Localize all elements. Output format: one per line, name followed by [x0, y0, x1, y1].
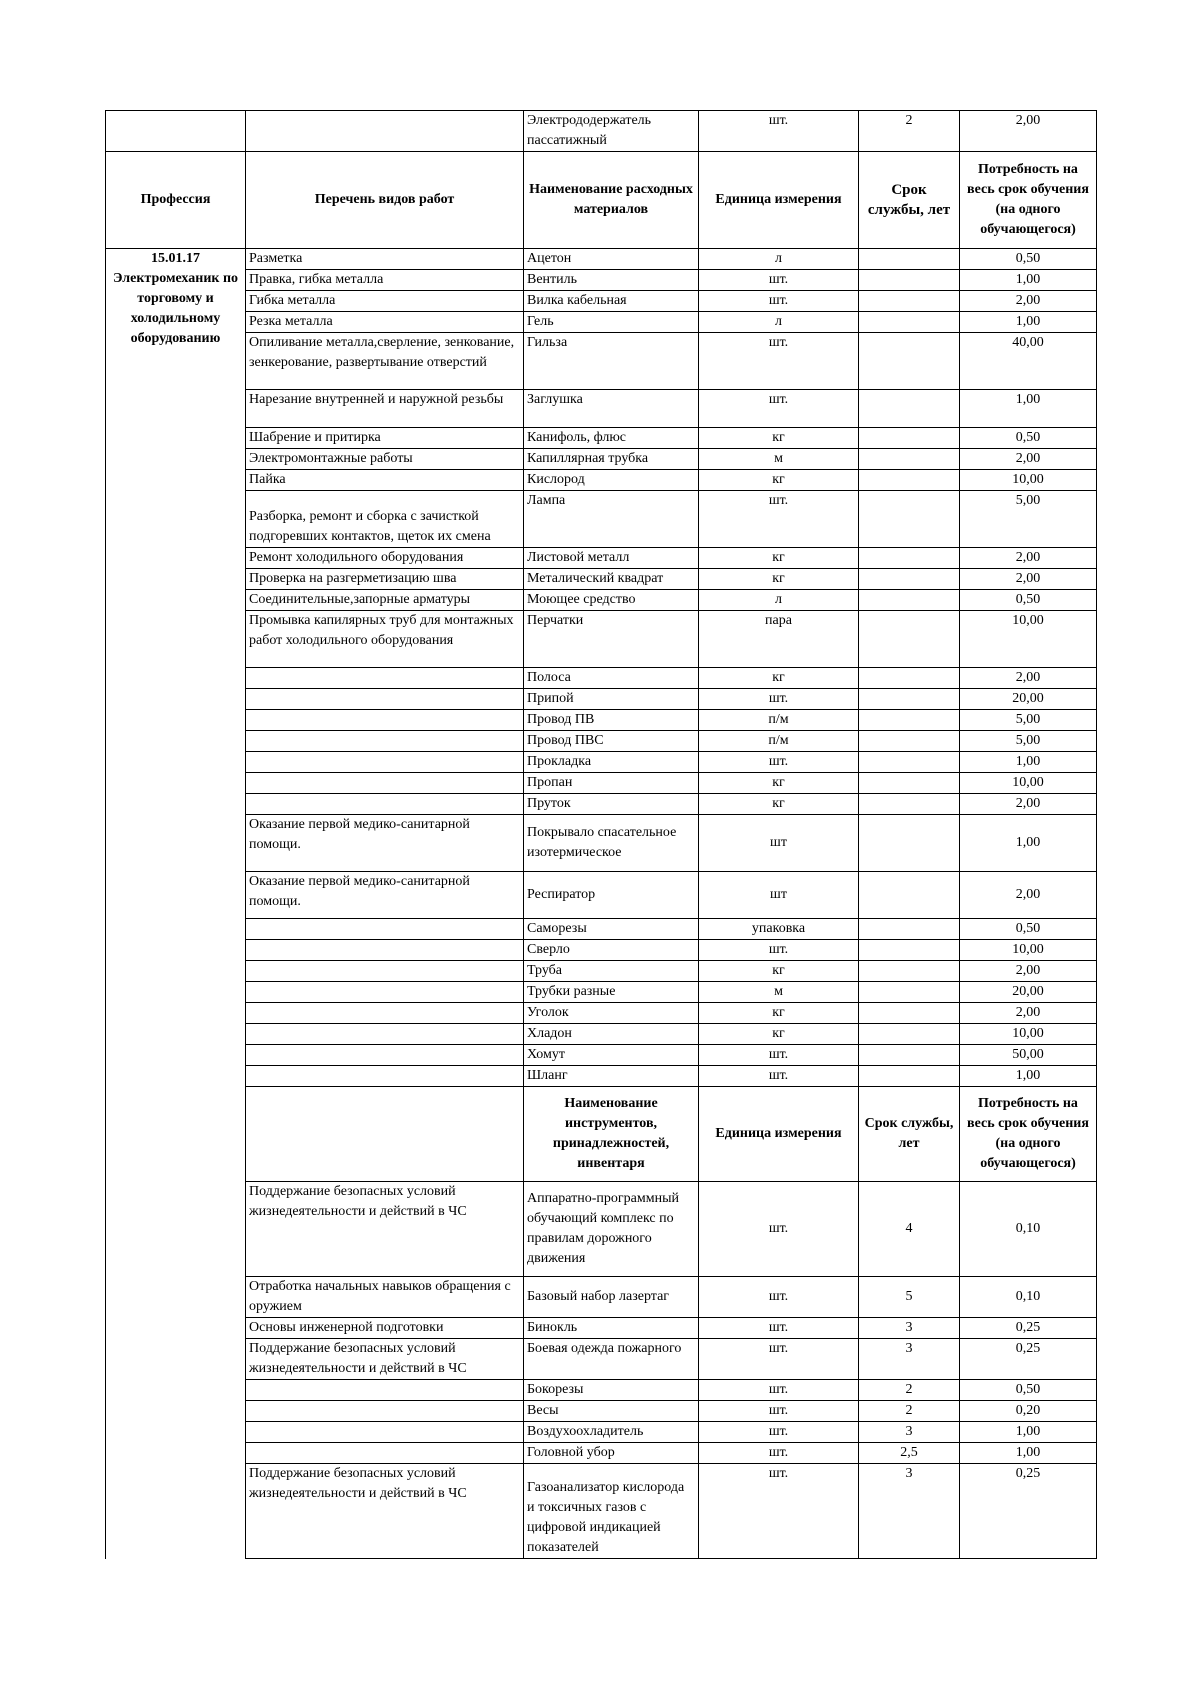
tool-need: 1,00 — [960, 1422, 1097, 1443]
material-need: 5,00 — [960, 710, 1097, 731]
tool-term: 3 — [859, 1318, 960, 1339]
tool-row — [106, 1443, 1097, 1464]
tool-need: 0,10 — [960, 1277, 1097, 1318]
tool-unit: шт. — [699, 1401, 859, 1422]
work-type — [246, 919, 524, 940]
tool-name: Весы — [524, 1401, 699, 1422]
material-need: 0,50 — [960, 249, 1097, 270]
material-need: 0,50 — [960, 919, 1097, 940]
material-row — [106, 872, 1097, 919]
header-works: Перечень видов работ — [246, 152, 524, 249]
work-type — [246, 1380, 524, 1401]
work-type — [246, 752, 524, 773]
material-row — [106, 773, 1097, 794]
material-term — [859, 390, 960, 428]
material-unit: шт. — [699, 1045, 859, 1066]
material-unit: м — [699, 982, 859, 1003]
material-row — [106, 491, 1097, 548]
material-name: Провод ПВ — [524, 710, 699, 731]
material-need: 20,00 — [960, 689, 1097, 710]
material-need: 50,00 — [960, 1045, 1097, 1066]
material-need: 10,00 — [960, 940, 1097, 961]
header-tool-name: Наименование инструментов, принадлежностей, инвентаря — [524, 1087, 699, 1182]
header-unit: Единица измерения — [699, 1087, 859, 1182]
material-row — [106, 390, 1097, 428]
tool-term: 3 — [859, 1464, 960, 1559]
profession-cell-empty — [106, 111, 246, 152]
material-name: Пропан — [524, 773, 699, 794]
material-name: Гильза — [524, 333, 699, 390]
tool-row — [106, 1182, 1097, 1277]
material-name: Ацетон — [524, 249, 699, 270]
material-term — [859, 249, 960, 270]
tool-name: Бинокль — [524, 1318, 699, 1339]
work-type: Отработка начальных навыков обращения с оружием — [246, 1277, 524, 1318]
material-unit: шт — [699, 872, 859, 919]
tool-need: 0,25 — [960, 1339, 1097, 1380]
profession-cell — [106, 249, 246, 1087]
material-row — [106, 548, 1097, 569]
material-term — [859, 940, 960, 961]
material-unit: шт. — [699, 752, 859, 773]
material-row — [106, 668, 1097, 689]
work-type — [246, 773, 524, 794]
material-name: Перчатки — [524, 611, 699, 668]
material-need: 1,00 — [960, 752, 1097, 773]
work-type: Оказание первой медико-санитарной помощи. — [246, 872, 524, 919]
work-type: Промывка капилярных труб для монтажных работ холодильного оборудования — [246, 611, 524, 668]
material-name: Трубки разные — [524, 982, 699, 1003]
material-need: 2,00 — [960, 569, 1097, 590]
work-type: Правка, гибка металла — [246, 270, 524, 291]
tool-row — [106, 1277, 1097, 1318]
material-term — [859, 1003, 960, 1024]
material-row — [106, 940, 1097, 961]
work-type — [246, 940, 524, 961]
material-name: Заглушка — [524, 390, 699, 428]
material-unit: л — [699, 249, 859, 270]
material-unit: кг — [699, 794, 859, 815]
material-term — [859, 731, 960, 752]
material-need: 2,00 — [960, 548, 1097, 569]
material-unit: кг — [699, 961, 859, 982]
material-need: 40,00 — [960, 333, 1097, 390]
material-unit: шт. — [699, 291, 859, 312]
material-row — [106, 449, 1097, 470]
material-unit: шт. — [699, 111, 859, 152]
material-term — [859, 982, 960, 1003]
material-need: 2,00 — [960, 668, 1097, 689]
material-need: 2,00 — [960, 111, 1097, 152]
material-need: 1,00 — [960, 390, 1097, 428]
header-row-tools — [106, 1087, 1097, 1182]
tool-row — [106, 1339, 1097, 1380]
material-name: Металический квадрат — [524, 569, 699, 590]
material-row — [106, 470, 1097, 491]
work-type: Проверка на разгерметизацию шва — [246, 569, 524, 590]
material-row — [106, 1003, 1097, 1024]
material-unit: шт. — [699, 689, 859, 710]
work-type — [246, 1066, 524, 1087]
material-need: 2,00 — [960, 291, 1097, 312]
material-name: Листовой металл — [524, 548, 699, 569]
material-name: Сверло — [524, 940, 699, 961]
material-row — [106, 270, 1097, 291]
tool-need: 0,50 — [960, 1380, 1097, 1401]
material-term — [859, 1066, 960, 1087]
material-row — [106, 752, 1097, 773]
header-term: Срок службы, лет — [859, 152, 960, 249]
material-need: 10,00 — [960, 470, 1097, 491]
material-unit: кг — [699, 470, 859, 491]
tool-row — [106, 1318, 1097, 1339]
tool-unit: шт. — [699, 1339, 859, 1380]
header-term: Срок службы, лет — [859, 1087, 960, 1182]
material-name: Прокладка — [524, 752, 699, 773]
material-row — [106, 333, 1097, 390]
material-row — [106, 1045, 1097, 1066]
work-type — [246, 1422, 524, 1443]
material-name: Уголок — [524, 1003, 699, 1024]
tool-term: 2,5 — [859, 1443, 960, 1464]
material-row — [106, 919, 1097, 940]
material-row — [106, 794, 1097, 815]
material-term — [859, 1045, 960, 1066]
material-unit: п/м — [699, 710, 859, 731]
work-type — [246, 1443, 524, 1464]
work-type — [246, 1024, 524, 1045]
material-unit: кг — [699, 773, 859, 794]
material-row — [106, 590, 1097, 611]
material-term — [859, 548, 960, 569]
work-type — [246, 1003, 524, 1024]
work-type: Поддержание безопасных условий жизнедеятельности и действий в ЧС — [246, 1464, 524, 1559]
material-row — [106, 815, 1097, 872]
material-name: Гель — [524, 312, 699, 333]
material-name: Шланг — [524, 1066, 699, 1087]
document-page — [105, 110, 1096, 1559]
material-unit: п/м — [699, 731, 859, 752]
tool-unit: шт. — [699, 1277, 859, 1318]
material-term — [859, 752, 960, 773]
material-name: Моющее средство — [524, 590, 699, 611]
work-type: Гибка металла — [246, 291, 524, 312]
material-need: 2,00 — [960, 449, 1097, 470]
header-need: Потребность на весь срок обучения (на одного обучающегося) — [960, 152, 1097, 249]
material-name: Электрододержатель пассатижный — [524, 111, 699, 152]
material-term — [859, 333, 960, 390]
material-unit: шт — [699, 815, 859, 872]
material-need: 0,50 — [960, 590, 1097, 611]
material-term — [859, 794, 960, 815]
material-need: 1,00 — [960, 270, 1097, 291]
material-name: Припой — [524, 689, 699, 710]
material-unit: кг — [699, 569, 859, 590]
tool-unit: шт. — [699, 1443, 859, 1464]
material-need: 1,00 — [960, 1066, 1097, 1087]
work-type: Поддержание безопасных условий жизнедеятельности и действий в ЧС — [246, 1182, 524, 1277]
tool-name: Боевая одежда пожарного — [524, 1339, 699, 1380]
material-term — [859, 491, 960, 548]
material-term — [859, 611, 960, 668]
material-row — [106, 428, 1097, 449]
tool-name: Воздухоохладитель — [524, 1422, 699, 1443]
material-row — [106, 731, 1097, 752]
work-type — [246, 1401, 524, 1422]
material-term — [859, 312, 960, 333]
material-name: Кислород — [524, 470, 699, 491]
material-need: 5,00 — [960, 491, 1097, 548]
material-name: Труба — [524, 961, 699, 982]
work-type: Опиливание металла,сверление, зенкование, зенкерование, развертывание отверстий — [246, 333, 524, 390]
tool-need: 0,25 — [960, 1318, 1097, 1339]
header-unit: Единица измерения — [699, 152, 859, 249]
material-term — [859, 270, 960, 291]
tool-term: 5 — [859, 1277, 960, 1318]
material-unit: м — [699, 449, 859, 470]
material-term — [859, 428, 960, 449]
tool-name: Головной убор — [524, 1443, 699, 1464]
material-need: 1,00 — [960, 815, 1097, 872]
tool-name: Газоанализатор кислорода и токсичных газов с цифровой индикацией показателей — [524, 1464, 699, 1559]
material-row — [106, 1024, 1097, 1045]
material-unit: упаковка — [699, 919, 859, 940]
material-term — [859, 569, 960, 590]
material-name: Лампа — [524, 491, 699, 548]
profession-cell-empty — [106, 1087, 246, 1559]
header-need: Потребность на весь срок обучения (на одного обучающегося) — [960, 1087, 1097, 1182]
work-type: Основы инженерной подготовки — [246, 1318, 524, 1339]
material-unit: кг — [699, 1024, 859, 1045]
material-need: 2,00 — [960, 872, 1097, 919]
material-need: 10,00 — [960, 773, 1097, 794]
material-term — [859, 689, 960, 710]
work-type: Оказание первой медико-санитарной помощи. — [246, 815, 524, 872]
material-unit: шт. — [699, 333, 859, 390]
material-need: 20,00 — [960, 982, 1097, 1003]
work-type: Шабрение и притирка — [246, 428, 524, 449]
material-term: 2 — [859, 111, 960, 152]
material-name: Вилка кабельная — [524, 291, 699, 312]
header-material-name: Наименование расходных материалов — [524, 152, 699, 249]
work-type: Ремонт холодильного оборудования — [246, 548, 524, 569]
tool-term: 2 — [859, 1401, 960, 1422]
material-name: Вентиль — [524, 270, 699, 291]
tool-term: 3 — [859, 1422, 960, 1443]
material-term — [859, 815, 960, 872]
material-row — [106, 1066, 1097, 1087]
material-row — [106, 961, 1097, 982]
profession-title: Электромеханик по торговому и холодильному оборудованию — [112, 271, 239, 346]
work-type: Поддержание безопасных условий жизнедеятельности и действий в ЧС — [246, 1339, 524, 1380]
tool-row — [106, 1401, 1097, 1422]
tool-unit: шт. — [699, 1422, 859, 1443]
material-unit: шт. — [699, 491, 859, 548]
work-type — [246, 1045, 524, 1066]
material-name: Саморезы — [524, 919, 699, 940]
material-term — [859, 1024, 960, 1045]
material-need: 10,00 — [960, 1024, 1097, 1045]
work-type — [246, 710, 524, 731]
material-name: Полоса — [524, 668, 699, 689]
work-type — [246, 982, 524, 1003]
tool-unit: шт. — [699, 1182, 859, 1277]
material-name: Покрывало спасательное изотермическое — [524, 815, 699, 872]
material-need: 0,50 — [960, 428, 1097, 449]
material-need: 2,00 — [960, 794, 1097, 815]
material-term — [859, 590, 960, 611]
material-unit: шт. — [699, 390, 859, 428]
material-unit: кг — [699, 548, 859, 569]
tool-unit: шт. — [699, 1464, 859, 1559]
material-row — [106, 710, 1097, 731]
tool-need: 0,25 — [960, 1464, 1097, 1559]
profession-code: 15.01.17 — [151, 251, 200, 266]
material-need: 5,00 — [960, 731, 1097, 752]
tool-name: Аппаратно-программный обучающий комплекс по правилам дорожного движения — [524, 1182, 699, 1277]
tool-name: Бокорезы — [524, 1380, 699, 1401]
material-term — [859, 710, 960, 731]
material-unit: л — [699, 312, 859, 333]
tool-row — [106, 1464, 1097, 1559]
equipment-table — [105, 110, 1097, 1559]
material-need: 1,00 — [960, 312, 1097, 333]
material-row — [106, 569, 1097, 590]
material-need: 10,00 — [960, 611, 1097, 668]
material-need: 2,00 — [960, 961, 1097, 982]
material-unit: шт. — [699, 940, 859, 961]
tool-unit: шт. — [699, 1380, 859, 1401]
work-type: Электромонтажные работы — [246, 449, 524, 470]
material-unit: л — [699, 590, 859, 611]
tool-need: 0,10 — [960, 1182, 1097, 1277]
material-name: Респиратор — [524, 872, 699, 919]
material-name: Хладон — [524, 1024, 699, 1045]
material-row — [106, 982, 1097, 1003]
header-row-materials — [106, 152, 1097, 249]
work-type — [246, 689, 524, 710]
material-name: Хомут — [524, 1045, 699, 1066]
material-unit: кг — [699, 428, 859, 449]
work-type: Разборка, ремонт и сборка с зачисткой подгоревших контактов, щеток их смена — [246, 491, 524, 548]
material-row — [106, 249, 1097, 270]
tool-need: 1,00 — [960, 1443, 1097, 1464]
work-type: Резка металла — [246, 312, 524, 333]
tool-name: Базовый набор лазертаг — [524, 1277, 699, 1318]
tool-need: 0,20 — [960, 1401, 1097, 1422]
tool-row — [106, 1380, 1097, 1401]
work-type — [246, 794, 524, 815]
material-row — [106, 291, 1097, 312]
work-type — [246, 961, 524, 982]
material-row — [106, 689, 1097, 710]
material-unit: пара — [699, 611, 859, 668]
material-term — [859, 961, 960, 982]
work-type: Пайка — [246, 470, 524, 491]
material-term — [859, 449, 960, 470]
material-term — [859, 872, 960, 919]
header-works-empty — [246, 1087, 524, 1182]
material-name: Канифоль, флюс — [524, 428, 699, 449]
material-unit: шт. — [699, 270, 859, 291]
material-need: 2,00 — [960, 1003, 1097, 1024]
material-row — [106, 611, 1097, 668]
top-row — [106, 111, 1097, 152]
material-name: Капиллярная трубка — [524, 449, 699, 470]
tool-term: 4 — [859, 1182, 960, 1277]
material-term — [859, 919, 960, 940]
work-type: Разметка — [246, 249, 524, 270]
tool-term: 2 — [859, 1380, 960, 1401]
tool-row — [106, 1422, 1097, 1443]
material-name: Пруток — [524, 794, 699, 815]
material-name: Провод ПВС — [524, 731, 699, 752]
tool-unit: шт. — [699, 1318, 859, 1339]
material-unit: кг — [699, 668, 859, 689]
work-type — [246, 668, 524, 689]
header-profession: Профессия — [106, 152, 246, 249]
work-type: Соединительные,запорные арматуры — [246, 590, 524, 611]
material-term — [859, 291, 960, 312]
tool-term: 3 — [859, 1339, 960, 1380]
work-type — [246, 731, 524, 752]
material-unit: кг — [699, 1003, 859, 1024]
material-term — [859, 773, 960, 794]
material-unit: шт. — [699, 1066, 859, 1087]
material-row — [106, 312, 1097, 333]
work-type: Нарезание внутренней и наружной резьбы — [246, 390, 524, 428]
material-term — [859, 668, 960, 689]
material-term — [859, 470, 960, 491]
